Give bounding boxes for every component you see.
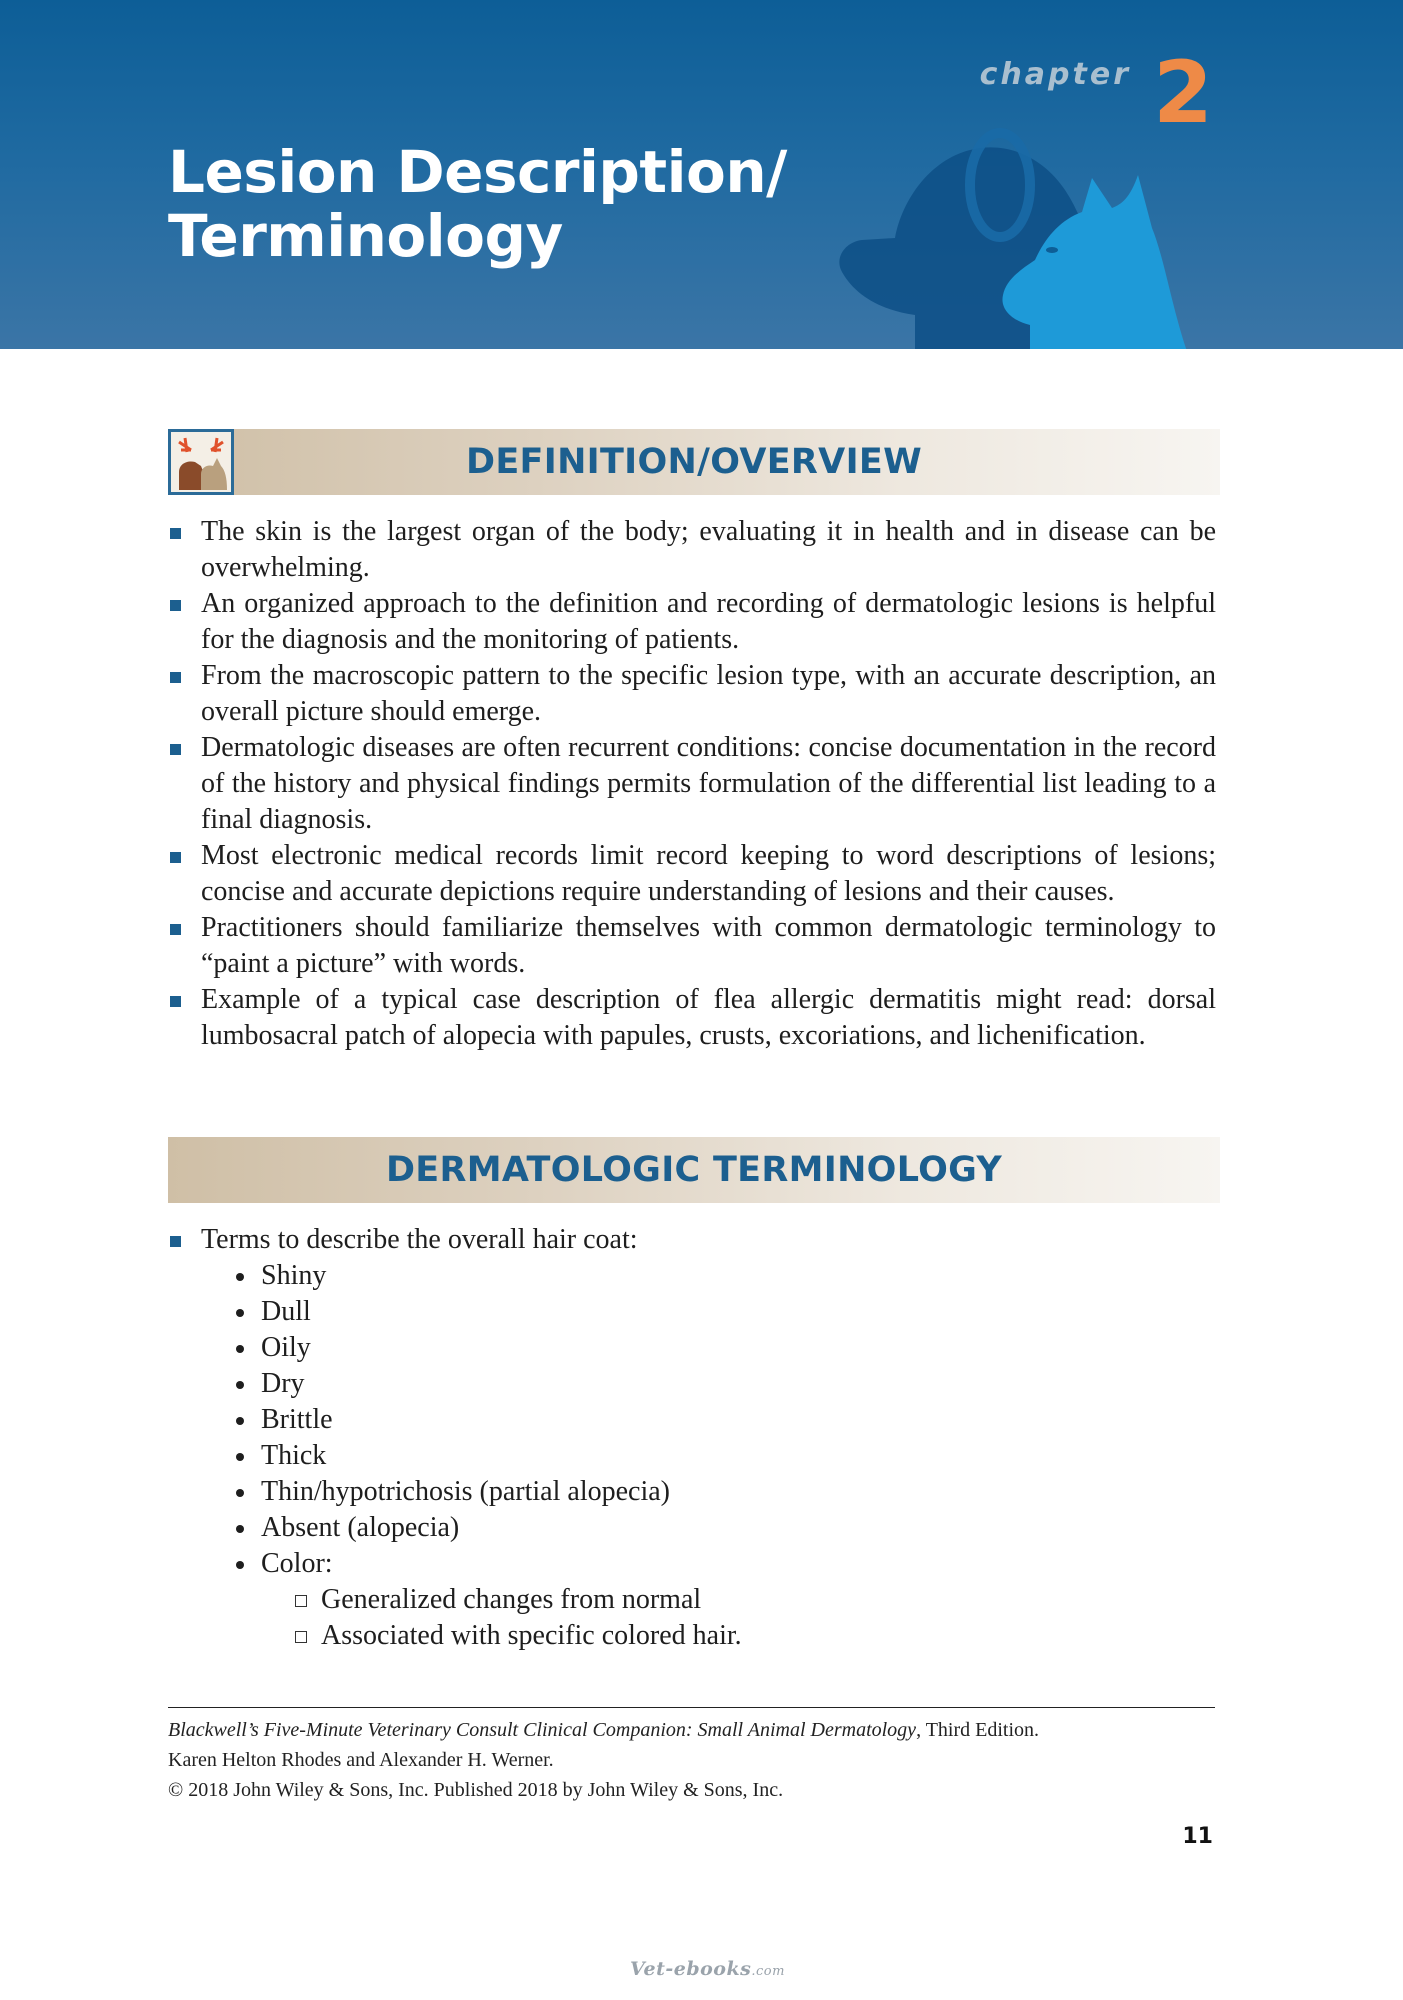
subterm-item: Generalized changes from normal xyxy=(261,1582,1216,1618)
list-item xyxy=(168,1222,1216,1654)
dermatologic-terminology-heading-bar xyxy=(168,1137,1220,1203)
book-authors: Karen Helton Rhodes and Alexander H. Werner. xyxy=(168,1749,554,1771)
title-line-1: Lesion Description/ xyxy=(168,138,787,206)
list-item: Example of a typical case description of flea allergic dermatitis might read: dorsal lumbosacral patch of alopecia with papules, crusts, excoriations, and lichenification. xyxy=(168,982,1216,1054)
definition-overview-heading-bar xyxy=(168,429,1220,495)
term-item: Dull xyxy=(201,1294,1216,1330)
color-term-label: Color: xyxy=(261,1548,333,1579)
dog-cat-silhouette-icon xyxy=(820,120,1220,349)
subterm-item: Associated with specific colored hair. xyxy=(261,1618,1216,1654)
book-credits xyxy=(168,1715,1039,1805)
chapter-label: chapter xyxy=(979,57,1131,92)
hair-coat-intro: Terms to describe the overall hair coat: xyxy=(201,1224,638,1255)
footer-divider xyxy=(168,1707,1215,1708)
term-item: Dry xyxy=(201,1366,1216,1402)
book-edition: , Third Edition. xyxy=(916,1719,1040,1741)
term-item: Shiny xyxy=(201,1258,1216,1294)
title-line-2: Terminology xyxy=(168,202,563,270)
page-number: 11 xyxy=(1182,1824,1213,1849)
color-subterms xyxy=(261,1582,1216,1654)
list-item: Practitioners should familiarize themselves with common dermatologic terminology to “paint a picture” with words. xyxy=(168,910,1216,982)
book-title: Blackwell’s Five-Minute Veterinary Consult Clinical Companion: Small Animal Dermatology xyxy=(168,1719,917,1741)
hair-coat-terms xyxy=(201,1258,1216,1654)
section-heading-definition: DEFINITION/OVERVIEW xyxy=(465,442,923,482)
term-item xyxy=(201,1546,1216,1654)
list-item: From the macroscopic pattern to the specific lesion type, with an accurate description, an overall picture should emerge. xyxy=(168,658,1216,730)
watermark-logo: Vet-ebooks.com xyxy=(630,1958,785,1980)
term-item: Absent (alopecia) xyxy=(201,1510,1216,1546)
chapter-banner xyxy=(0,0,1403,349)
dog-cat-arrows-icon xyxy=(168,429,234,495)
book-citation xyxy=(168,1715,1039,1745)
list-item: Most electronic medical records limit record keeping to word descriptions of lesions; concise and accurate depictions require understanding of lesions and their causes. xyxy=(168,838,1216,910)
page-title xyxy=(168,140,787,268)
copyright-notice: © 2018 John Wiley & Sons, Inc. Published 2018 by John Wiley & Sons, Inc. xyxy=(168,1779,784,1801)
list-item: Dermatologic diseases are often recurrent conditions: concise documentation in the record of the history and physical findings permits formulation of the differential list leading to a final diagnosis. xyxy=(168,730,1216,838)
terminology-list xyxy=(168,1222,1216,1654)
list-item: An organized approach to the definition and recording of dermatologic lesions is helpful for the diagnosis and the monitoring of patients. xyxy=(168,586,1216,658)
term-item: Brittle xyxy=(201,1402,1216,1438)
list-item: The skin is the largest organ of the body; evaluating it in health and in disease can be overwhelming. xyxy=(168,514,1216,586)
definition-list xyxy=(168,514,1216,1054)
section-heading-terminology: DERMATOLOGIC TERMINOLOGY xyxy=(385,1150,1003,1190)
chapter-number: 2 xyxy=(1153,43,1213,143)
term-item: Thin/hypotrichosis (partial alopecia) xyxy=(201,1474,1216,1510)
term-item: Thick xyxy=(201,1438,1216,1474)
term-item: Oily xyxy=(201,1330,1216,1366)
